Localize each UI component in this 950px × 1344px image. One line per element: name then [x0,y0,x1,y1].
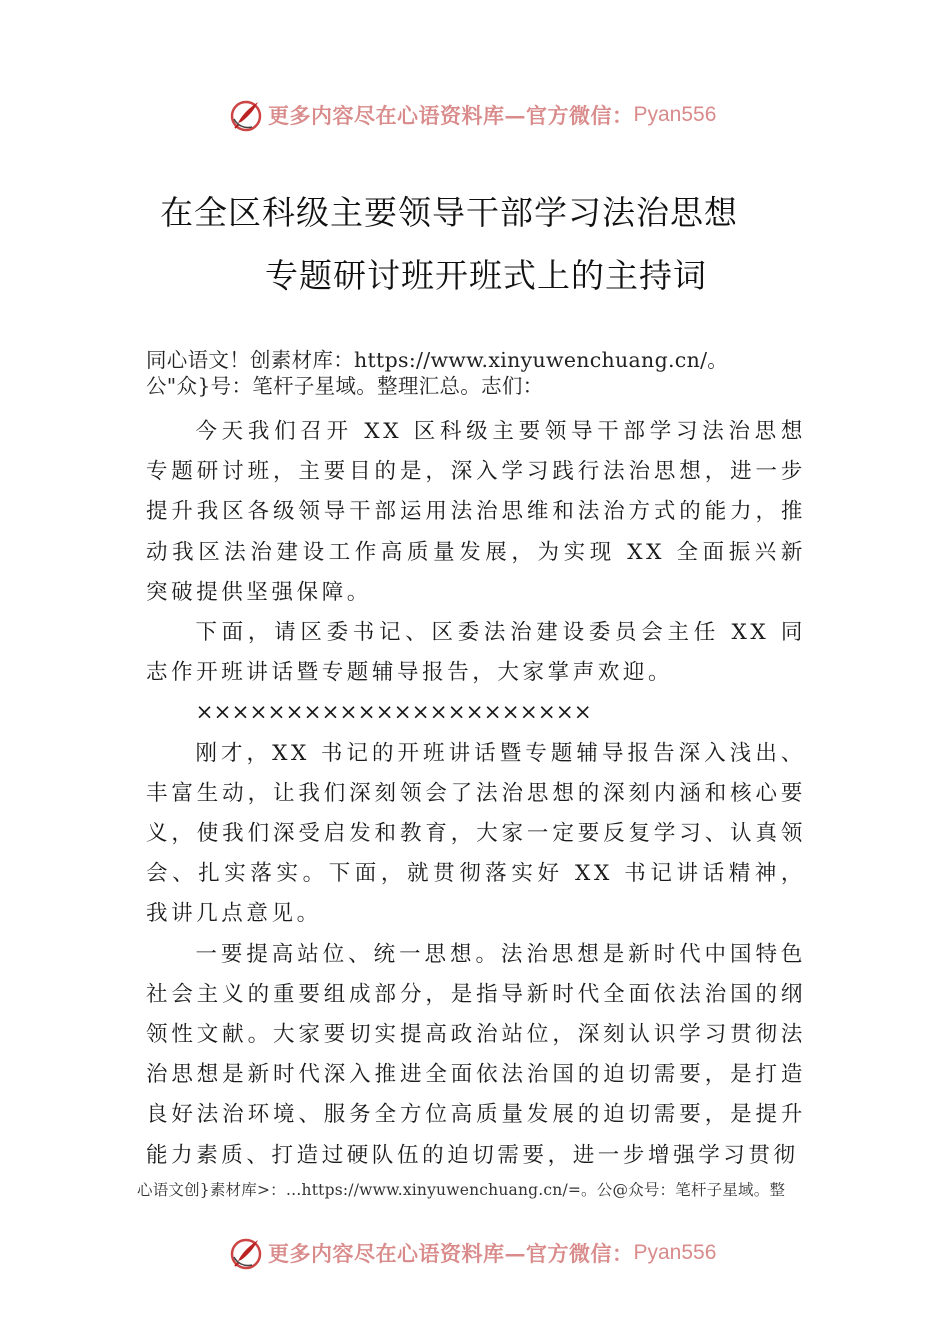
banner-text: 更多内容尽在心语资料库—官方微信： [268,103,634,128]
source-line-1: 同心语文！创素材库：https://www.xinyuwenchuang.cn/。 [146,348,729,372]
footer-source-line: 心语文创}素材库>：…https://www.xinyuwenchuang.cn/=。公@众号：笔杆子星域。整 [137,1181,786,1199]
document-title-line-2: 专题研讨班开班式上的主持词 [265,256,707,295]
paragraph-4: 一要提高站位、统一思想。法治思想是新时代中国特色社会主义的重要组成部分，是指导新时代全面依法治国的纲领性文献。大家要切实提高政治站位，深刻认识学习贯彻法治思想是新时代深入推进全面依法治国的迫切需要，是打造良好法治环境、服务全方位高质量发展的迫切需要，是提升能力素质、打造过硬队伍的迫切需要，进一步增强学习贯彻 [146,941,806,1168]
quill-pen-logo-icon [228,1235,264,1271]
paragraph-3: 刚才，XX 书记的开班讲话暨专题辅导报告深入浅出、丰富生动，让我们深刻领会了法治思想的深刻内涵和核心要义，使我们深受启发和教育，大家一定要反复学习、认真领会、扎实落实。下面，就贯彻落实好 XX 书记讲话精神，我讲几点意见。 [146,740,806,927]
header-banner [228,95,748,135]
banner-wechat-id: Pyan556 [633,1241,717,1264]
quill-pen-logo-icon [228,97,264,133]
footer-banner [228,1233,748,1273]
banner-wechat-id: Pyan556 [633,103,717,126]
source-line-2: 公"众}号：笔杆子星域。整理汇总。志们： [146,374,544,398]
document-title-line-1: 在全区科级主要领导干部学习法治思想 [160,193,738,232]
separator-line: ×××××××××××××××××××××× [195,700,592,726]
paragraph-1: 今天我们召开 XX 区科级主要领导干部学习法治思想专题研讨班，主要目的是，深入学习践行法治思想，进一步提升我区各级领导干部运用法治思维和法治方式的能力，推动我区法治建设工作高质量发展，为实现 XX 全面振兴新突破提供坚强保障。 [146,419,806,605]
paragraph-2: 下面，请区委书记、区委法治建设委员会主任 XX 同志作开班讲话暨专题辅导报告，大家掌声欢迎。 [146,620,806,686]
banner-text: 更多内容尽在心语资料库—官方微信： [268,1241,634,1266]
document-body [146,412,806,1176]
